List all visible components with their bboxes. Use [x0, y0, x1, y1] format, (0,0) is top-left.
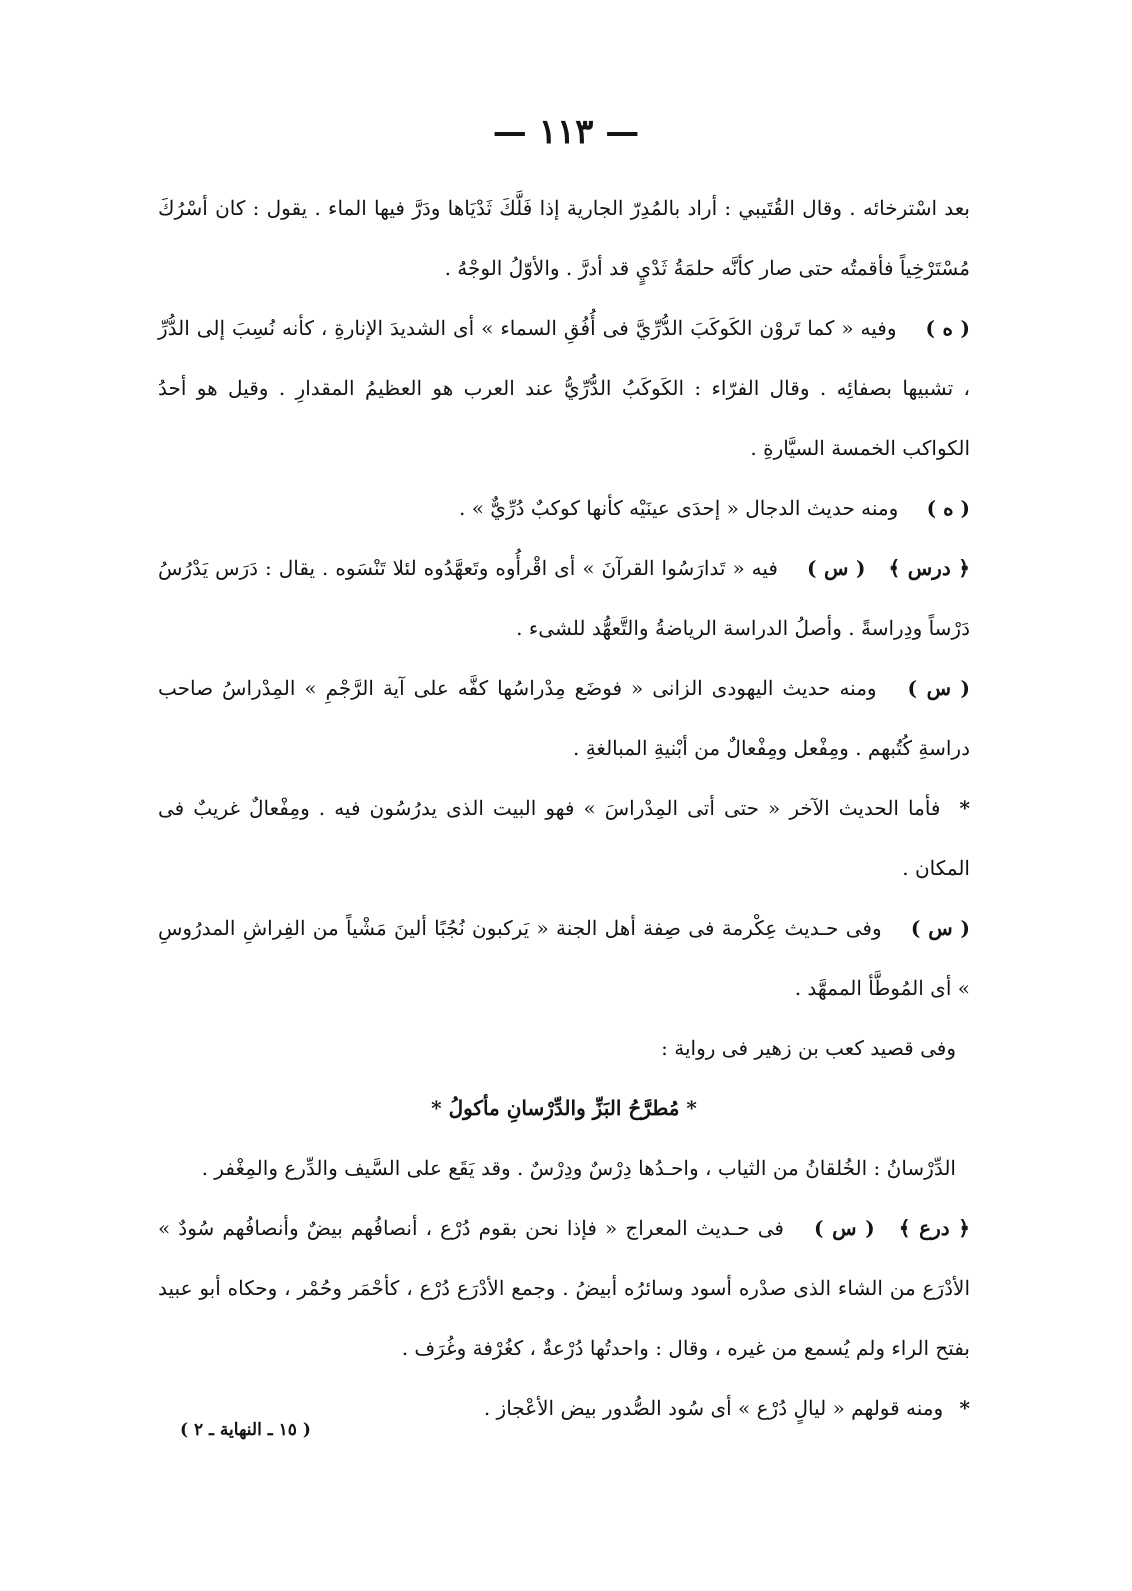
source-mark: ( س ) [907, 676, 971, 700]
paragraph-text: ومنه حديث الدجال « إحدَى عينَيْه كأنها كوكبٌ دُرِّيٌّ » . [459, 496, 899, 520]
paragraph-text: بعد اسْترخائه . وقال القُتَيبي : أراد بالمُدِرّ الجارية إذا فَلَّكَ ثَدْيَاها ودَرَّ فيها الماء . يقول : كان أسْرُكَ مُسْتَرْخِياً فأقمتُه حتى صار كأنَّه حلمَةُ ثَدْيٍ قد أدرَّ . والأوّلُ الوجْهُ . [158, 196, 970, 280]
paragraph-text: فى حـديث المعراج « فإذا نحن بقوم دُرْع ، أنصافُهم بيضٌ وأنصافُهم سُودٌ » الأدْرَع من الشاء الذى صدْره أسود وسائرُه أبيضُ . وجمع الأدْرَع دُرْع ، كأحْمَر وحُمْر ، وحكاه أبو عبيد بفتح الراء ولم يُسمع من غيره ، وقال : واحدتُها دُرْعةٌ ، كغُرْفة وغُرَف . [158, 1216, 970, 1360]
page-body [158, 178, 970, 1438]
star-mark: * [959, 1396, 970, 1420]
paragraph-text: الدِّرْسانُ : الخُلقانُ من الثياب ، واحـدُها دِرْسٌ ودِرْسٌ . وقد يَقَع على السَّيف والدِّرع والمِغْفر . [201, 1156, 956, 1180]
paragraph-text: ومنه قولهم « ليالٍ دُرْع » أى سُود الصُّدور بيض الأعْجاز . [483, 1396, 944, 1420]
paragraph-8 [158, 1018, 970, 1078]
signature-footer: ( ١٥ ـ النهاية ـ ٢ ) [180, 1420, 311, 1440]
entry-dara [158, 1198, 970, 1378]
paragraph-5 [158, 658, 970, 778]
paragraph-10 [158, 1138, 970, 1198]
paragraph-6 [158, 778, 970, 898]
paragraph-text: وفى حـديث عِكْرمة فى صِفة أهل الجنة « يَركبون نُجُبًا ألينَ مَشْياً من الفِراشِ المدرُوسِ » أى المُوطَّأ الممهَّد . [158, 916, 970, 1000]
paragraph-text: ومنه حديث اليهودى الزانى « فوضَع مِدْراسُها كفَّه على آية الرَّجْمِ » المِدْراسُ صاحب دراسةِ كُتُبهم . ومِفْعل ومِفْعالٌ من أبْنيةِ المبالغةِ . [158, 676, 970, 760]
source-mark: ( س ) [806, 556, 866, 580]
head-word: ﴿ درع ﴾ [898, 1216, 971, 1240]
paragraph-3 [158, 478, 970, 538]
paragraph-1 [158, 178, 970, 298]
head-word: ﴿ درس ﴾ [888, 556, 971, 580]
source-mark: ( ه ) [926, 496, 970, 520]
entry-daras [158, 538, 970, 658]
paragraph-text: فيه « تَدارَسُوا القرآنَ » أى اقْرأُوه وتَعهَّدُوه لئلا تَنْسَوه . يقال : دَرَس يَدْرُسُ دَرْساً ودِراسةً . وأصلُ الدراسة الرياضةُ والتَّعهُّد للشىء . [158, 556, 970, 640]
star-mark: * [959, 796, 971, 820]
poetry-verse [158, 1078, 970, 1138]
paragraph-text: فأما الحديث الآخر « حتى أتى المِدْراسَ » فهو البيت الذى يدرُسُون فيه . ومِفْعالٌ غريبٌ فى المكان . [158, 796, 970, 880]
source-mark: ( ه ) [925, 316, 971, 340]
paragraph-text: وفيه « كما تَروْن الكَوكَبَ الدُّرِّيَّ فى أُفُقِ السماء » أى الشديدَ الإنارةِ ، كأنه نُسِبَ إلى الدُّرِّ ، تشبيها بصفائِه . وقال الفرّاء : الكَوكَبُ الدُّرِّيُّ عند العرب هو العظيمُ المقدارِ . وقيل هو أحدُ الكواكب الخمسة السيَّارةِ . [158, 316, 970, 460]
source-mark: ( س ) [814, 1216, 875, 1240]
paragraph-7 [158, 898, 970, 1018]
paragraph-2 [158, 298, 970, 478]
page-number: — ١١٣ — [492, 112, 640, 152]
source-mark: ( س ) [910, 916, 971, 940]
verse-text: * مُطرَّحُ البَزِّ والدِّرْسانِ مأكولُ * [431, 1096, 697, 1120]
paragraph-text: وفى قصيد كعب بن زهير فى رواية : [661, 1036, 956, 1060]
